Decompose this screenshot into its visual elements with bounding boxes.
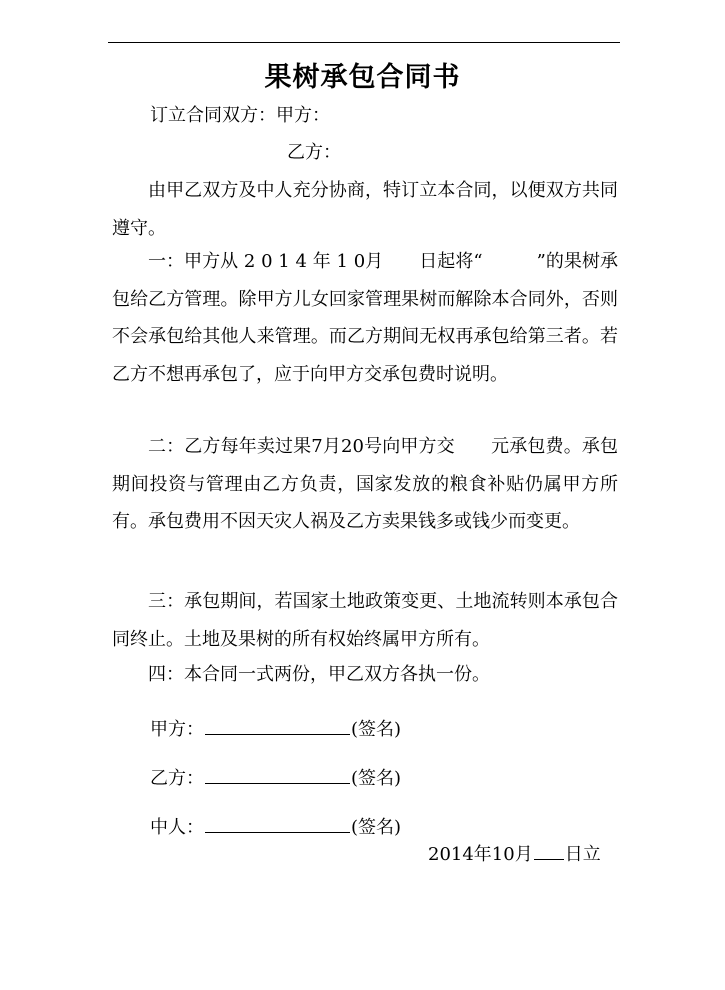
signature-note: (签名) (351, 817, 402, 838)
signature-party-b (150, 765, 401, 792)
clause-2: 二：乙方每年卖过果7月20号向甲方交 元承包费。承包期间投资与管理由乙方负责，国家发放的粮食补贴仍属甲方所有。承包费用不因天灾人祸及乙方卖果钱多或钱少而变更。 (112, 436, 618, 532)
signature-label: 甲方： (150, 719, 204, 740)
parties-line-b: 乙方： (287, 142, 341, 163)
date-prefix: 2014年10月 (428, 844, 533, 865)
date-day-blank[interactable] (534, 843, 564, 860)
clause-4: 四：本合同一式两份，甲乙双方各执一份。 (148, 664, 490, 685)
signature-label: 中人： (150, 817, 204, 838)
signature-party-a (150, 716, 401, 743)
signature-label: 乙方： (150, 768, 204, 789)
date-suffix: 日立 (564, 844, 601, 865)
signature-note: (签名) (351, 719, 402, 740)
parties-line-a: 订立合同双方：甲方： (150, 105, 330, 126)
clause-3: 三：承包期间，若国家土地政策变更、土地流转则本承包合同终止。土地及果树的所有权始终属甲方所有。 (112, 591, 618, 650)
signature-line[interactable] (205, 765, 350, 784)
document-title: 果树承包合同书 (264, 62, 461, 93)
header-rule (108, 42, 620, 43)
contract-date (428, 842, 601, 868)
signature-middleman (150, 814, 401, 841)
signature-line[interactable] (205, 814, 350, 833)
clause-1: 一：甲方从 2 0 1 4 年 1 0月 日起将“ ”的果树承包给乙方管理。除甲方儿女回家管理果树而解除本合同外，否则不会承包给其他人来管理。而乙方期间无权再承包给第三者。若乙方不想再承包了，应于向甲方交承包费时说明。 (112, 251, 618, 385)
signature-note: (签名) (351, 768, 402, 789)
signature-line[interactable] (205, 716, 350, 735)
intro-paragraph: 由甲乙双方及中人充分协商，特订立本合同，以便双方共同遵守。 (112, 180, 618, 239)
